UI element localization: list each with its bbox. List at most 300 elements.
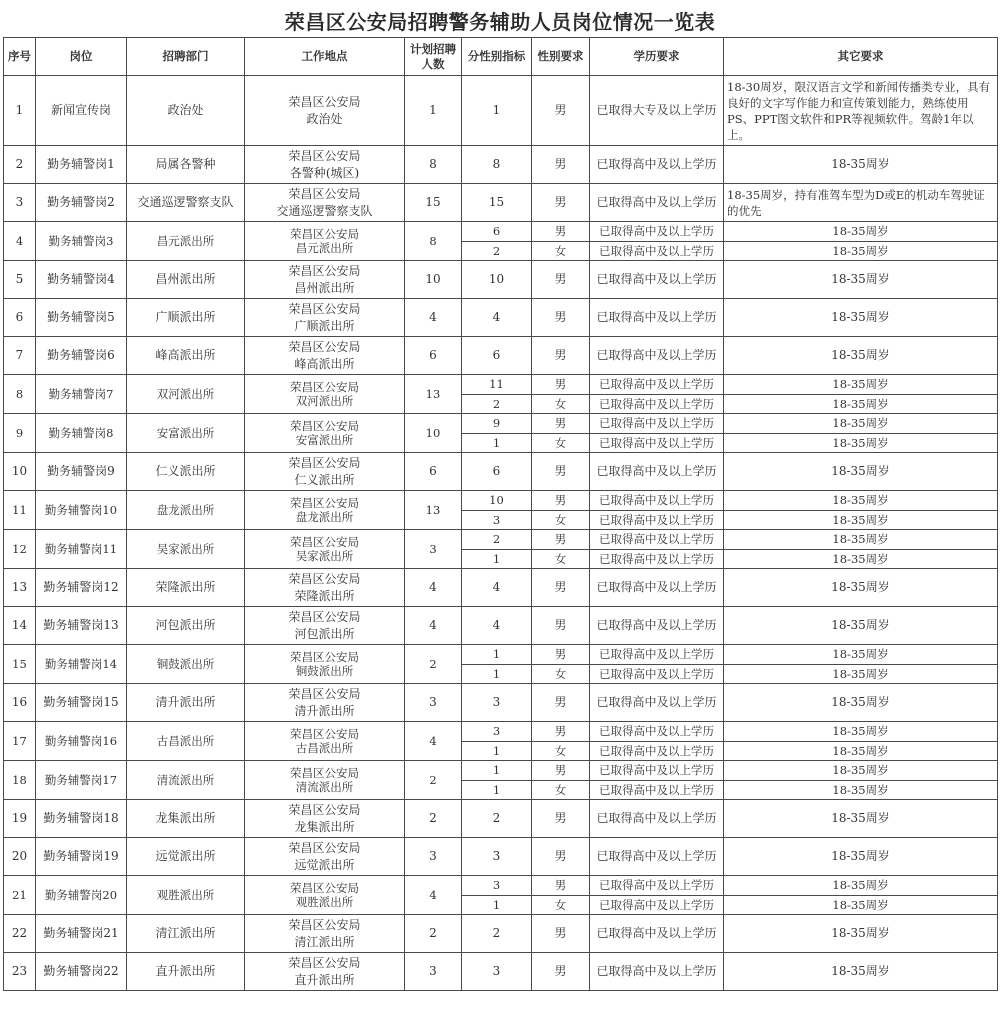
- cell-other: 18-35周岁: [724, 394, 998, 414]
- cell-location: [245, 453, 405, 491]
- table-row: [4, 953, 998, 991]
- cell-post: 勤务辅警岗2: [36, 184, 127, 222]
- cell-location: [245, 953, 405, 991]
- cell-other: 18-35周岁: [724, 953, 998, 991]
- cell-no: 22: [4, 915, 36, 953]
- cell-other: 18-35周岁: [724, 510, 998, 530]
- location-line-1: 荣昌区公安局: [288, 609, 361, 624]
- location-line-2: 安富派出所: [295, 433, 354, 447]
- cell-education: 已取得高中及以上学历: [590, 222, 724, 242]
- cell-no: 12: [4, 530, 36, 569]
- cell-gender-quota: 2: [462, 915, 532, 953]
- cell-location: [245, 222, 405, 261]
- table-row: [4, 299, 998, 337]
- cell-dept: 吴家派出所: [127, 530, 245, 569]
- cell-location: [245, 800, 405, 838]
- cell-dept: 河包派出所: [127, 607, 245, 645]
- cell-other: 18-35周岁: [724, 607, 998, 645]
- cell-other: 18-35周岁: [724, 453, 998, 491]
- table-row: [4, 761, 998, 781]
- cell-no: 23: [4, 953, 36, 991]
- cell-post: 勤务辅警岗10: [36, 491, 127, 530]
- cell-plan: 2: [405, 800, 462, 838]
- cell-other: 18-35周岁: [724, 915, 998, 953]
- cell-gender-quota: 1: [462, 895, 532, 915]
- cell-education: 已取得高中及以上学历: [590, 741, 724, 761]
- cell-plan: 4: [405, 607, 462, 645]
- cell-education: 已取得高中及以上学历: [590, 394, 724, 414]
- cell-gender: 女: [532, 895, 590, 915]
- location-line-1: 荣昌区公安局: [290, 419, 359, 433]
- cell-location: [245, 761, 405, 800]
- table-row: [4, 491, 998, 511]
- table-row: [4, 876, 998, 896]
- cell-no: 21: [4, 876, 36, 915]
- location-line-2: 昌州派出所: [294, 280, 355, 295]
- location-line-2: 远觉派出所: [294, 857, 355, 872]
- cell-post: 勤务辅警岗17: [36, 761, 127, 800]
- cell-education: 已取得高中及以上学历: [590, 895, 724, 915]
- location-line-2: 政治处: [306, 111, 343, 126]
- location-line-1: 荣昌区公安局: [290, 766, 359, 780]
- table-row: [4, 915, 998, 953]
- cell-education: 已取得高中及以上学历: [590, 684, 724, 722]
- cell-location: [245, 375, 405, 414]
- cell-post: 勤务辅警岗4: [36, 261, 127, 299]
- table-row: [4, 684, 998, 722]
- cell-other: 18-35周岁: [724, 761, 998, 781]
- cell-education: 已取得高中及以上学历: [590, 241, 724, 261]
- cell-plan: 10: [405, 414, 462, 453]
- cell-gender-quota: 8: [462, 146, 532, 184]
- cell-post: 勤务辅警岗6: [36, 337, 127, 375]
- cell-location: [245, 76, 405, 146]
- table-header-row: [4, 38, 998, 76]
- cell-gender: 男: [532, 569, 590, 607]
- cell-gender-quota: 2: [462, 394, 532, 414]
- cell-education: 已取得高中及以上学历: [590, 915, 724, 953]
- cell-dept: 荣隆派出所: [127, 569, 245, 607]
- location-line-2: 古昌派出所: [295, 741, 354, 755]
- cell-no: 10: [4, 453, 36, 491]
- cell-location: [245, 645, 405, 684]
- location-line-1: 荣昌区公安局: [290, 881, 359, 895]
- cell-location: [245, 261, 405, 299]
- cell-education: 已取得高中及以上学历: [590, 491, 724, 511]
- cell-gender-quota: 1: [462, 549, 532, 569]
- cell-dept: 交通巡逻警察支队: [127, 184, 245, 222]
- cell-gender-quota: 1: [462, 645, 532, 665]
- cell-gender: 女: [532, 433, 590, 453]
- cell-education: 已取得高中及以上学历: [590, 184, 724, 222]
- location-line-1: 荣昌区公安局: [288, 686, 361, 701]
- location-line-1: 荣昌区公安局: [290, 227, 359, 241]
- cell-gender: 男: [532, 953, 590, 991]
- cell-other: 18-35周岁: [724, 222, 998, 242]
- table-row: [4, 375, 998, 395]
- cell-gender: 男: [532, 184, 590, 222]
- cell-plan: 3: [405, 684, 462, 722]
- cell-location: [245, 491, 405, 530]
- cell-gender: 男: [532, 146, 590, 184]
- location-line-1: 荣昌区公安局: [288, 840, 361, 855]
- cell-no: 18: [4, 761, 36, 800]
- cell-gender-quota: 6: [462, 337, 532, 375]
- cell-dept: 直升派出所: [127, 953, 245, 991]
- cell-dept: 清江派出所: [127, 915, 245, 953]
- cell-gender: 男: [532, 337, 590, 375]
- cell-education: 已取得高中及以上学历: [590, 530, 724, 550]
- cell-no: 20: [4, 838, 36, 876]
- cell-other: 18-35周岁: [724, 741, 998, 761]
- cell-no: 1: [4, 76, 36, 146]
- cell-plan: 6: [405, 337, 462, 375]
- location-line-1: 荣昌区公安局: [288, 148, 361, 163]
- cell-plan: 2: [405, 645, 462, 684]
- cell-gender: 男: [532, 222, 590, 242]
- cell-gender-quota: 6: [462, 453, 532, 491]
- table-row: [4, 337, 998, 375]
- cell-gender: 男: [532, 915, 590, 953]
- cell-gender: 女: [532, 780, 590, 800]
- cell-no: 5: [4, 261, 36, 299]
- cell-no: 19: [4, 800, 36, 838]
- cell-other: 18-35周岁: [724, 645, 998, 665]
- cell-education: 已取得高中及以上学历: [590, 453, 724, 491]
- location-line-1: 荣昌区公安局: [288, 339, 361, 354]
- cell-plan: 2: [405, 915, 462, 953]
- cell-dept: 古昌派出所: [127, 722, 245, 761]
- cell-education: 已取得高中及以上学历: [590, 414, 724, 434]
- cell-plan: 4: [405, 299, 462, 337]
- cell-no: 16: [4, 684, 36, 722]
- cell-gender: 男: [532, 761, 590, 781]
- cell-plan: 13: [405, 491, 462, 530]
- header-gender-quota: 分性别指标: [462, 38, 532, 76]
- cell-location: [245, 337, 405, 375]
- cell-post: 勤务辅警岗1: [36, 146, 127, 184]
- cell-post: 勤务辅警岗9: [36, 453, 127, 491]
- cell-plan: 1: [405, 76, 462, 146]
- cell-education: 已取得高中及以上学历: [590, 146, 724, 184]
- cell-education: 已取得高中及以上学历: [590, 664, 724, 684]
- table-row: [4, 222, 998, 242]
- cell-dept: 盘龙派出所: [127, 491, 245, 530]
- location-line-2: 双河派出所: [295, 394, 354, 408]
- table-row: [4, 645, 998, 665]
- cell-gender-quota: 1: [462, 76, 532, 146]
- location-line-1: 荣昌区公安局: [288, 917, 361, 932]
- location-line-2: 清升派出所: [294, 703, 355, 718]
- cell-post: 勤务辅警岗21: [36, 915, 127, 953]
- cell-education: 已取得高中及以上学历: [590, 433, 724, 453]
- cell-education: 已取得高中及以上学历: [590, 299, 724, 337]
- cell-no: 15: [4, 645, 36, 684]
- cell-education: 已取得高中及以上学历: [590, 953, 724, 991]
- cell-gender-quota: 10: [462, 261, 532, 299]
- cell-no: 6: [4, 299, 36, 337]
- cell-education: 已取得高中及以上学历: [590, 722, 724, 742]
- cell-plan: 2: [405, 761, 462, 800]
- cell-gender-quota: 2: [462, 241, 532, 261]
- location-line-2: 仁义派出所: [294, 472, 355, 487]
- cell-plan: 4: [405, 876, 462, 915]
- cell-gender: 女: [532, 394, 590, 414]
- location-line-2: 吴家派出所: [295, 549, 354, 563]
- location-line-1: 荣昌区公安局: [288, 455, 361, 470]
- cell-gender: 男: [532, 607, 590, 645]
- cell-dept: 远觉派出所: [127, 838, 245, 876]
- cell-post: 新闻宣传岗: [36, 76, 127, 146]
- page-title: 荣昌区公安局招聘警务辅助人员岗位情况一览表: [284, 10, 716, 34]
- cell-other: 18-35周岁: [724, 241, 998, 261]
- cell-dept: 双河派出所: [127, 375, 245, 414]
- cell-no: 3: [4, 184, 36, 222]
- cell-no: 17: [4, 722, 36, 761]
- cell-gender: 男: [532, 722, 590, 742]
- header-education: 学历要求: [590, 38, 724, 76]
- cell-education: 已取得高中及以上学历: [590, 510, 724, 530]
- table-row: [4, 76, 998, 146]
- location-line-2: 交通巡逻警察支队: [276, 203, 373, 218]
- cell-no: 13: [4, 569, 36, 607]
- cell-location: [245, 607, 405, 645]
- cell-post: 勤务辅警岗12: [36, 569, 127, 607]
- cell-gender: 女: [532, 241, 590, 261]
- cell-dept: 清升派出所: [127, 684, 245, 722]
- cell-plan: 6: [405, 453, 462, 491]
- cell-location: [245, 146, 405, 184]
- table-row: [4, 800, 998, 838]
- cell-gender: 男: [532, 299, 590, 337]
- header-location: 工作地点: [245, 38, 405, 76]
- cell-other: 18-35周岁: [724, 780, 998, 800]
- location-line-2: 峰高派出所: [294, 356, 355, 371]
- cell-location: [245, 838, 405, 876]
- location-line-1: 荣昌区公安局: [290, 496, 359, 510]
- table-row: [4, 722, 998, 742]
- location-line-1: 荣昌区公安局: [290, 380, 359, 394]
- cell-gender-quota: 9: [462, 414, 532, 434]
- cell-post: 勤务辅警岗7: [36, 375, 127, 414]
- cell-other: 18-35周岁: [724, 800, 998, 838]
- cell-no: 7: [4, 337, 36, 375]
- cell-post: 勤务辅警岗16: [36, 722, 127, 761]
- header-no: 序号: [4, 38, 36, 76]
- cell-education: 已取得高中及以上学历: [590, 549, 724, 569]
- cell-post: 勤务辅警岗3: [36, 222, 127, 261]
- location-line-2: 观胜派出所: [295, 895, 354, 909]
- cell-other: 18-35周岁: [724, 549, 998, 569]
- cell-post: 勤务辅警岗14: [36, 645, 127, 684]
- cell-other: 18-35周岁: [724, 838, 998, 876]
- cell-gender-quota: 1: [462, 780, 532, 800]
- table-row: [4, 838, 998, 876]
- recruitment-table: [3, 37, 998, 991]
- location-line-2: 广顺派出所: [294, 318, 355, 333]
- cell-no: 14: [4, 607, 36, 645]
- location-line-2: 清江派出所: [294, 934, 355, 949]
- cell-plan: 3: [405, 530, 462, 569]
- cell-dept: 政治处: [127, 76, 245, 146]
- location-line-2: 直升派出所: [294, 972, 355, 987]
- cell-location: [245, 915, 405, 953]
- cell-gender-quota: 4: [462, 569, 532, 607]
- location-line-2: 铜鼓派出所: [295, 664, 354, 678]
- cell-gender-quota: 1: [462, 741, 532, 761]
- cell-plan: 3: [405, 953, 462, 991]
- cell-education: 已取得高中及以上学历: [590, 800, 724, 838]
- cell-other: 18-35周岁: [724, 530, 998, 550]
- cell-gender-quota: 1: [462, 664, 532, 684]
- cell-other: 18-35周岁: [724, 722, 998, 742]
- cell-gender-quota: 4: [462, 607, 532, 645]
- cell-no: 2: [4, 146, 36, 184]
- cell-other: 18-35周岁: [724, 337, 998, 375]
- table-row: [4, 414, 998, 434]
- cell-other: 18-35周岁: [724, 876, 998, 896]
- cell-post: 勤务辅警岗18: [36, 800, 127, 838]
- cell-education: 已取得高中及以上学历: [590, 876, 724, 896]
- cell-education: 已取得高中及以上学历: [590, 569, 724, 607]
- cell-other: 18-35周岁: [724, 569, 998, 607]
- location-line-1: 荣昌区公安局: [290, 650, 359, 664]
- cell-location: [245, 414, 405, 453]
- cell-post: 勤务辅警岗5: [36, 299, 127, 337]
- cell-dept: 昌州派出所: [127, 261, 245, 299]
- location-line-1: 荣昌区公安局: [290, 727, 359, 741]
- cell-gender-quota: 4: [462, 299, 532, 337]
- cell-location: [245, 530, 405, 569]
- location-line-1: 荣昌区公安局: [288, 186, 361, 201]
- cell-education: 已取得高中及以上学历: [590, 838, 724, 876]
- cell-gender-quota: 15: [462, 184, 532, 222]
- cell-gender: 男: [532, 76, 590, 146]
- cell-location: [245, 299, 405, 337]
- cell-gender: 女: [532, 549, 590, 569]
- location-line-2: 河包派出所: [294, 626, 355, 641]
- cell-gender-quota: 3: [462, 722, 532, 742]
- cell-gender-quota: 3: [462, 838, 532, 876]
- cell-gender: 男: [532, 261, 590, 299]
- cell-gender: 男: [532, 876, 590, 896]
- location-line-1: 荣昌区公安局: [288, 263, 361, 278]
- cell-education: 已取得高中及以上学历: [590, 761, 724, 781]
- cell-no: 4: [4, 222, 36, 261]
- cell-dept: 观胜派出所: [127, 876, 245, 915]
- cell-gender: 男: [532, 800, 590, 838]
- cell-other: 18-35周岁: [724, 664, 998, 684]
- cell-gender: 男: [532, 530, 590, 550]
- cell-plan: 10: [405, 261, 462, 299]
- cell-education: 已取得大专及以上学历: [590, 76, 724, 146]
- cell-no: 11: [4, 491, 36, 530]
- cell-other: 18-30周岁，限汉语言文学和新闻传播类专业，具有良好的文字写作能力和宣传策划能力，熟练使用PS、PPT图文软件和PR等视频软件。驾龄1年以上。: [724, 76, 998, 146]
- cell-other: 18-35周岁: [724, 895, 998, 915]
- location-line-2: 荣隆派出所: [294, 588, 355, 603]
- cell-gender: 女: [532, 664, 590, 684]
- cell-location: [245, 722, 405, 761]
- cell-education: 已取得高中及以上学历: [590, 375, 724, 395]
- location-line-2: 清流派出所: [295, 780, 354, 794]
- cell-plan: 8: [405, 222, 462, 261]
- location-line-2: 龙集派出所: [294, 819, 355, 834]
- cell-plan: 15: [405, 184, 462, 222]
- cell-location: [245, 184, 405, 222]
- header-other: 其它要求: [724, 38, 998, 76]
- cell-gender: 男: [532, 375, 590, 395]
- cell-dept: 峰高派出所: [127, 337, 245, 375]
- cell-education: 已取得高中及以上学历: [590, 645, 724, 665]
- cell-education: 已取得高中及以上学历: [590, 337, 724, 375]
- cell-plan: 13: [405, 375, 462, 414]
- cell-dept: 仁义派出所: [127, 453, 245, 491]
- cell-no: 8: [4, 375, 36, 414]
- cell-location: [245, 684, 405, 722]
- cell-post: 勤务辅警岗22: [36, 953, 127, 991]
- cell-gender-quota: 1: [462, 761, 532, 781]
- location-line-1: 荣昌区公安局: [290, 535, 359, 549]
- table-row: [4, 453, 998, 491]
- table-row: [4, 146, 998, 184]
- cell-gender-quota: 3: [462, 684, 532, 722]
- cell-dept: 铜鼓派出所: [127, 645, 245, 684]
- cell-dept: 局属各警种: [127, 146, 245, 184]
- cell-other: 18-35周岁: [724, 491, 998, 511]
- cell-other: 18-35周岁: [724, 146, 998, 184]
- cell-gender-quota: 3: [462, 876, 532, 896]
- header-plan: 计划招聘人数: [405, 38, 462, 76]
- table-row: [4, 607, 998, 645]
- location-line-1: 荣昌区公安局: [288, 94, 361, 109]
- cell-education: 已取得高中及以上学历: [590, 261, 724, 299]
- cell-other: 18-35周岁: [724, 684, 998, 722]
- location-line-2: 昌元派出所: [295, 241, 354, 255]
- cell-gender: 男: [532, 414, 590, 434]
- cell-plan: 8: [405, 146, 462, 184]
- cell-education: 已取得高中及以上学历: [590, 780, 724, 800]
- cell-gender-quota: 1: [462, 433, 532, 453]
- cell-gender-quota: 10: [462, 491, 532, 511]
- cell-gender: 女: [532, 510, 590, 530]
- cell-gender: 男: [532, 684, 590, 722]
- cell-gender-quota: 6: [462, 222, 532, 242]
- cell-gender: 男: [532, 645, 590, 665]
- cell-no: 9: [4, 414, 36, 453]
- table-row: [4, 569, 998, 607]
- header-post: 岗位: [36, 38, 127, 76]
- cell-post: 勤务辅警岗8: [36, 414, 127, 453]
- location-line-2: 各警种(城区): [289, 165, 360, 180]
- cell-other: 18-35周岁: [724, 299, 998, 337]
- cell-dept: 清流派出所: [127, 761, 245, 800]
- cell-post: 勤务辅警岗11: [36, 530, 127, 569]
- cell-gender: 男: [532, 491, 590, 511]
- cell-gender: 男: [532, 838, 590, 876]
- cell-gender-quota: 2: [462, 530, 532, 550]
- header-dept: 招聘部门: [127, 38, 245, 76]
- table-row: [4, 261, 998, 299]
- cell-other: 18-35周岁: [724, 414, 998, 434]
- cell-other: 18-35周岁: [724, 433, 998, 453]
- cell-location: [245, 569, 405, 607]
- table-row: [4, 184, 998, 222]
- cell-other: 18-35周岁: [724, 375, 998, 395]
- cell-gender-quota: 2: [462, 800, 532, 838]
- cell-dept: 昌元派出所: [127, 222, 245, 261]
- cell-other: 18-35周岁，持有准驾车型为D或E的机动车驾驶证的优先: [724, 184, 998, 222]
- cell-other: 18-35周岁: [724, 261, 998, 299]
